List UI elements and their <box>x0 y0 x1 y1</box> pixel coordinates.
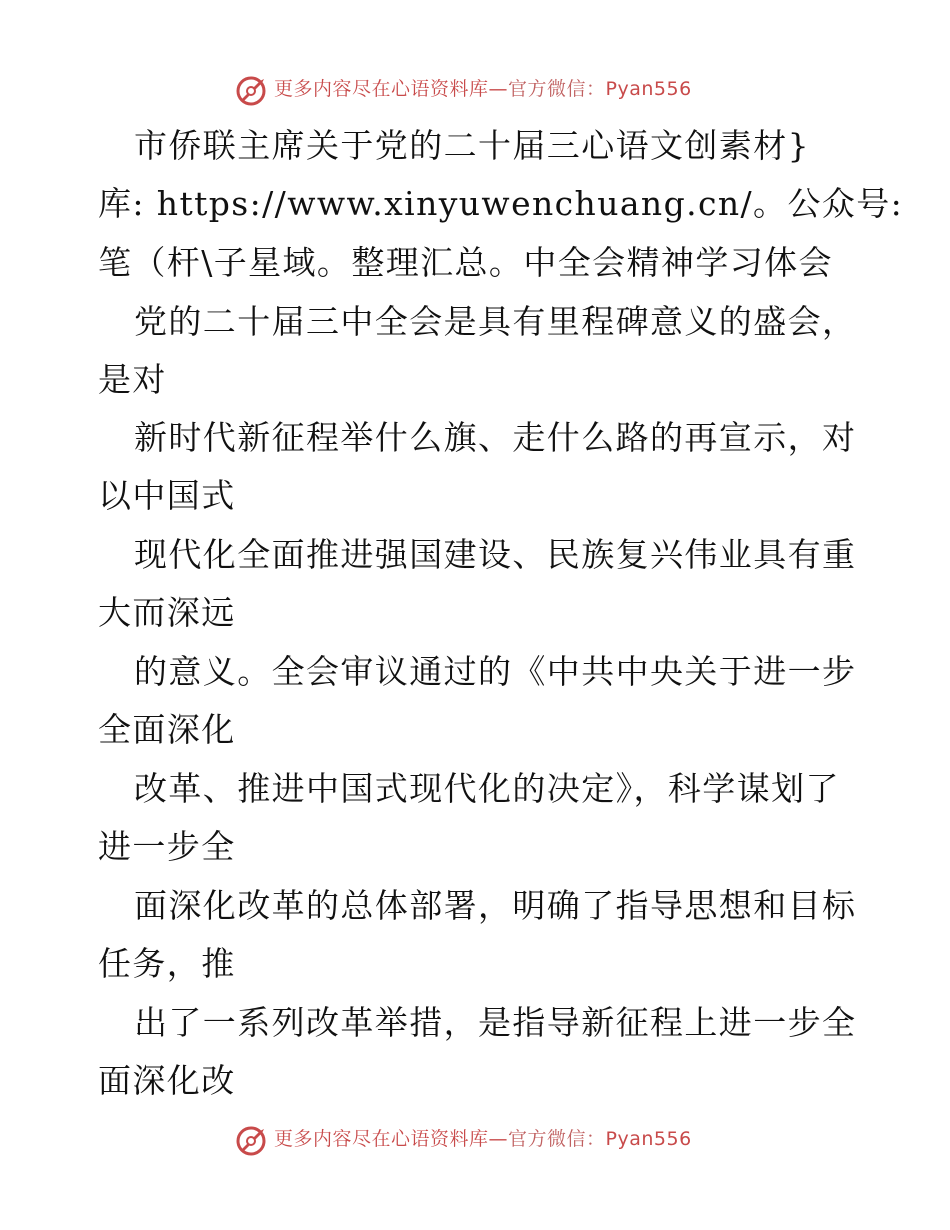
banner-main-text: 更多内容尽在心语资料库 <box>274 1128 489 1150</box>
body-line: 任务，推 <box>98 944 236 983</box>
banner-wechat-id: Pyan556 <box>605 78 692 100</box>
banner-wechat-label: 官方微信： <box>508 1128 606 1150</box>
banner-text <box>274 76 692 102</box>
body-line: 新时代新征程举什么旗、走什么路的再宣示，对 <box>134 418 857 457</box>
body-line: 以中国式 <box>98 476 236 515</box>
banner-wechat-label: 官方微信： <box>508 78 606 100</box>
body-line: 改革、推进中国式现代化的决定》，科学谋划了 <box>134 769 840 808</box>
body-line: 的意义。全会审议通过的《中共中央关于进一步 <box>134 652 857 691</box>
logo-icon <box>236 1123 268 1157</box>
body-line: 全面深化 <box>98 710 236 749</box>
body-line: 现代化全面推进强国建设、民族复兴伟业具有重 <box>134 535 857 574</box>
banner-wechat-id: Pyan556 <box>605 1128 692 1150</box>
body-line: 出了一系列改革举措，是指导新征程上进一步全 <box>134 1003 857 1042</box>
banner-main-text: 更多内容尽在心语资料库 <box>274 78 489 100</box>
body-line: 进一步全 <box>98 827 236 866</box>
footer-banner <box>0 1120 950 1160</box>
body-line: 笔（杆\子星域。整理汇总。中全会精神学习体会 <box>98 243 833 282</box>
body-line: 面深化改革的总体部署，明确了指导思想和目标 <box>134 886 857 925</box>
body-line: 面深化改 <box>98 1061 236 1100</box>
banner-dash: — <box>488 1128 509 1150</box>
body-line: 是对 <box>98 360 167 399</box>
body-line: 大而深远 <box>98 593 236 632</box>
logo-icon <box>236 73 268 107</box>
body-line: 党的二十届三中全会是具有里程碑意义的盛会， <box>134 302 857 341</box>
banner-text <box>274 1126 692 1152</box>
body-line: 市侨联主席关于党的二十届三心语文创素材} <box>134 126 810 165</box>
header-banner <box>0 70 950 110</box>
banner-dash: — <box>488 78 509 100</box>
body-line: 库: https://www.xinyuwenchuang.cn/。公众号: <box>98 184 904 223</box>
